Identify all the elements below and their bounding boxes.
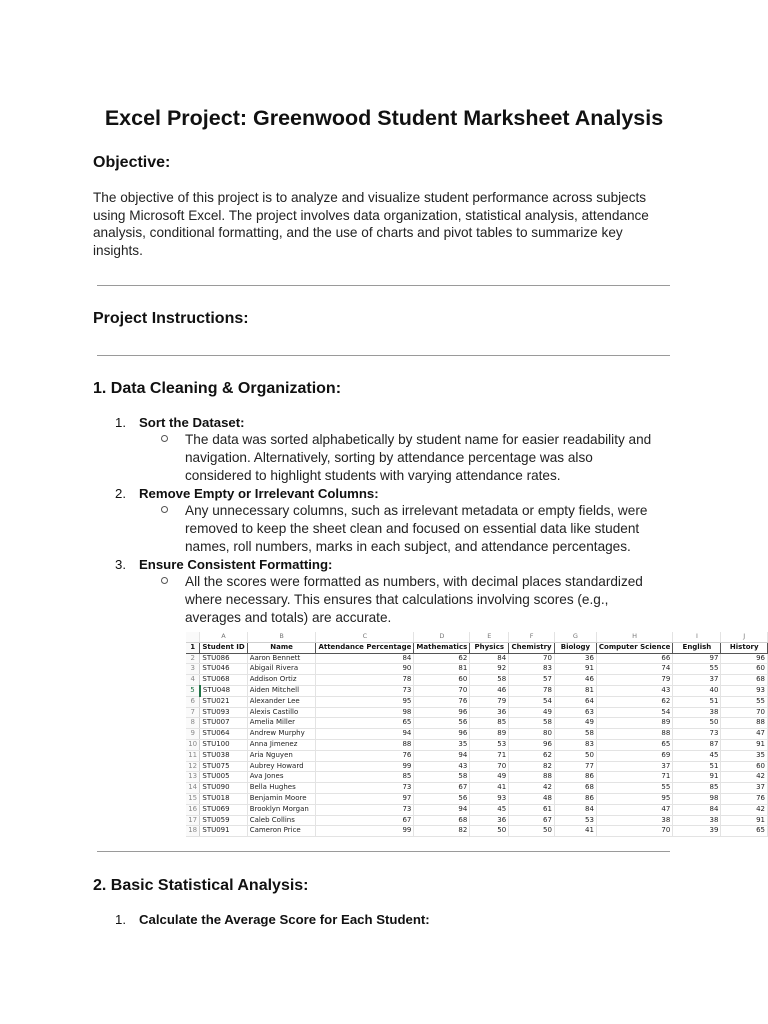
list-label: Calculate the Average Score for Each Student: (139, 912, 430, 927)
score-cell: 85 (470, 718, 509, 729)
row-number: 12 (186, 761, 200, 772)
list-item-remove-columns (115, 486, 379, 501)
score-cell: 50 (509, 826, 555, 837)
objective-line: using Microsoft Excel. The project involves data organization, statistical analysis, attendance (93, 207, 649, 223)
score-cell: 43 (414, 761, 470, 772)
score-cell: 89 (470, 729, 509, 740)
score-cell: 77 (554, 761, 596, 772)
score-cell: 84 (316, 653, 414, 664)
score-cell: 46 (554, 675, 596, 686)
row-number: 13 (186, 772, 200, 783)
score-cell: 68 (721, 675, 768, 686)
score-cell: 88 (596, 729, 672, 740)
student-id-cell: STU086 (200, 653, 247, 664)
student-name-cell: Cameron Price (247, 826, 316, 837)
score-cell: 73 (316, 685, 414, 696)
score-cell: 78 (316, 675, 414, 686)
score-cell: 80 (509, 729, 555, 740)
score-cell: 47 (721, 729, 768, 740)
score-cell: 90 (316, 664, 414, 675)
score-cell: 40 (673, 685, 721, 696)
score-cell: 43 (596, 685, 672, 696)
hollow-bullet-icon (161, 577, 168, 584)
student-id-cell: STU093 (200, 707, 247, 718)
score-cell: 35 (721, 750, 768, 761)
bullet-line: removed to keep the sheet clean and focused on essential data like student (185, 520, 640, 536)
list-label: Remove Empty or Irrelevant Columns: (139, 486, 379, 501)
header-cell: Physics (470, 642, 509, 653)
bullet-line: navigation. Alternatively, sorting by attendance percentage was also (185, 449, 593, 465)
student-name-cell: Aria Nguyen (247, 750, 316, 761)
section2-heading: 2. Basic Statistical Analysis: (93, 877, 309, 894)
score-cell: 73 (673, 729, 721, 740)
score-cell: 91 (721, 739, 768, 750)
score-cell: 85 (673, 783, 721, 794)
score-cell: 81 (414, 664, 470, 675)
row-number: 3 (186, 664, 200, 675)
header-cell: Student ID (200, 642, 247, 653)
column-letter: C (316, 632, 414, 642)
column-letter: A (200, 632, 247, 642)
score-cell: 73 (316, 783, 414, 794)
score-cell: 39 (673, 826, 721, 837)
score-cell: 94 (316, 729, 414, 740)
score-cell: 65 (596, 739, 672, 750)
list-number: 1. (115, 912, 126, 927)
column-letter: I (673, 632, 721, 642)
score-cell: 70 (596, 826, 672, 837)
row-number: 15 (186, 793, 200, 804)
header-cell: Name (247, 642, 316, 653)
header-cell: Biology (554, 642, 596, 653)
student-name-cell: Addison Ortiz (247, 675, 316, 686)
score-cell: 82 (414, 826, 470, 837)
table-row (186, 653, 768, 664)
score-cell: 93 (470, 793, 509, 804)
score-cell: 42 (721, 772, 768, 783)
objective-line: insights. (93, 242, 143, 258)
table-row (186, 664, 768, 675)
student-id-cell: STU046 (200, 664, 247, 675)
header-cell: English (673, 642, 721, 653)
objective-heading: Objective: (93, 154, 171, 171)
student-name-cell: Bella Hughes (247, 783, 316, 794)
score-cell: 53 (554, 815, 596, 826)
header-cell: Mathematics (414, 642, 470, 653)
score-cell: 91 (554, 664, 596, 675)
horizontal-divider (97, 355, 670, 356)
column-letter: E (470, 632, 509, 642)
student-name-cell: Aaron Bennett (247, 653, 316, 664)
student-name-cell: Andrew Murphy (247, 729, 316, 740)
score-cell: 74 (596, 664, 672, 675)
table-row (186, 793, 768, 804)
section1-heading: 1. Data Cleaning & Organization: (93, 380, 342, 397)
row-number: 11 (186, 750, 200, 761)
row-number: 7 (186, 707, 200, 718)
score-cell: 55 (673, 664, 721, 675)
score-cell: 51 (673, 696, 721, 707)
bullet-line: The data was sorted alphabetically by student name for easier readability and (185, 432, 652, 447)
score-cell: 67 (414, 783, 470, 794)
student-id-cell: STU068 (200, 675, 247, 686)
score-cell: 50 (470, 826, 509, 837)
score-cell: 47 (596, 804, 672, 815)
table-row (186, 739, 768, 750)
table-row (186, 815, 768, 826)
column-letter: J (721, 632, 768, 642)
score-cell: 94 (414, 750, 470, 761)
score-cell: 54 (596, 707, 672, 718)
header-row (186, 642, 768, 653)
score-cell: 97 (673, 653, 721, 664)
score-cell: 64 (554, 696, 596, 707)
score-cell: 70 (414, 685, 470, 696)
student-id-cell: STU021 (200, 696, 247, 707)
student-id-cell: STU091 (200, 826, 247, 837)
objective-line: The objective of this project is to analyze and visualize student performance across subjects (93, 190, 647, 205)
score-cell: 60 (721, 664, 768, 675)
score-cell: 71 (596, 772, 672, 783)
score-cell: 37 (596, 761, 672, 772)
score-cell: 96 (414, 729, 470, 740)
list-label: Sort the Dataset: (139, 415, 245, 430)
score-cell: 67 (509, 815, 555, 826)
student-name-cell: Aiden Mitchell (247, 685, 316, 696)
score-cell: 76 (316, 750, 414, 761)
student-name-cell: Alexis Castillo (247, 707, 316, 718)
student-name-cell: Brooklyn Morgan (247, 804, 316, 815)
header-cell: Attendance Percentage (316, 642, 414, 653)
score-cell: 88 (721, 718, 768, 729)
bullet-line: names, roll numbers, marks in each subject, and attendance percentages. (185, 538, 631, 554)
score-cell: 58 (554, 729, 596, 740)
score-cell: 49 (470, 772, 509, 783)
score-cell: 85 (316, 772, 414, 783)
table-row (186, 707, 768, 718)
score-cell: 70 (470, 761, 509, 772)
header-cell: Chemistry (509, 642, 555, 653)
table-row (186, 772, 768, 783)
score-cell: 57 (509, 675, 555, 686)
student-id-cell: STU007 (200, 718, 247, 729)
row-number: 9 (186, 729, 200, 740)
score-cell: 99 (316, 826, 414, 837)
score-cell: 38 (673, 707, 721, 718)
document-title: Excel Project: Greenwood Student Marksheet Analysis (104, 106, 664, 130)
score-cell: 68 (554, 783, 596, 794)
score-cell: 97 (316, 793, 414, 804)
student-id-cell: STU048 (200, 685, 247, 696)
column-letter: B (247, 632, 316, 642)
score-cell: 56 (414, 718, 470, 729)
score-cell: 84 (673, 804, 721, 815)
table-row (186, 729, 768, 740)
score-cell: 36 (470, 707, 509, 718)
list-item-consistent-formatting (115, 557, 332, 572)
score-cell: 93 (721, 685, 768, 696)
score-cell: 65 (316, 718, 414, 729)
score-cell: 49 (554, 718, 596, 729)
score-cell: 41 (470, 783, 509, 794)
score-cell: 65 (721, 826, 768, 837)
score-cell: 96 (509, 739, 555, 750)
hollow-bullet-icon (161, 506, 168, 513)
student-name-cell: Benjamin Moore (247, 793, 316, 804)
row-number: 1 (186, 642, 200, 653)
score-cell: 76 (414, 696, 470, 707)
score-cell: 88 (316, 739, 414, 750)
student-id-cell: STU100 (200, 739, 247, 750)
header-cell: Computer Science (596, 642, 672, 653)
row-number: 2 (186, 653, 200, 664)
score-cell: 63 (554, 707, 596, 718)
score-cell: 95 (316, 696, 414, 707)
horizontal-divider (97, 285, 670, 286)
table-row (186, 696, 768, 707)
table-row (186, 675, 768, 686)
student-name-cell: Amelia Miller (247, 718, 316, 729)
student-id-cell: STU038 (200, 750, 247, 761)
bullet-line: All the scores were formatted as numbers, with decimal places standardized (185, 574, 643, 589)
list-item-sort-dataset (115, 415, 245, 430)
score-cell: 99 (316, 761, 414, 772)
corner-cell (186, 632, 200, 642)
row-number: 4 (186, 675, 200, 686)
list-number: 3. (115, 557, 126, 572)
score-cell: 96 (414, 707, 470, 718)
score-cell: 87 (673, 739, 721, 750)
score-cell: 96 (721, 653, 768, 664)
table-row (186, 783, 768, 794)
list-label: Ensure Consistent Formatting: (139, 557, 333, 572)
score-cell: 38 (673, 815, 721, 826)
score-cell: 92 (470, 664, 509, 675)
table-row (186, 826, 768, 837)
column-letter: H (596, 632, 672, 642)
score-cell: 86 (554, 772, 596, 783)
hollow-bullet-icon (161, 435, 168, 442)
score-cell: 42 (721, 804, 768, 815)
student-name-cell: Ava Jones (247, 772, 316, 783)
score-cell: 36 (470, 815, 509, 826)
score-cell: 94 (414, 804, 470, 815)
header-cell: History (721, 642, 768, 653)
objective-line: analysis, conditional formatting, and the use of charts and pivot tables to summarize key (93, 225, 623, 241)
score-cell: 49 (509, 707, 555, 718)
row-number: 5 (186, 685, 200, 696)
score-cell: 53 (470, 739, 509, 750)
score-cell: 84 (554, 804, 596, 815)
score-cell: 83 (554, 739, 596, 750)
score-cell: 51 (673, 761, 721, 772)
score-cell: 67 (316, 815, 414, 826)
student-name-cell: Abigail Rivera (247, 664, 316, 675)
score-cell: 37 (721, 783, 768, 794)
score-cell: 78 (509, 685, 555, 696)
student-name-cell: Caleb Collins (247, 815, 316, 826)
score-cell: 69 (596, 750, 672, 761)
objective-paragraph (93, 189, 683, 259)
score-cell: 50 (554, 750, 596, 761)
score-cell: 70 (509, 653, 555, 664)
score-cell: 81 (554, 685, 596, 696)
score-cell: 58 (414, 772, 470, 783)
score-cell: 60 (414, 675, 470, 686)
score-cell: 73 (316, 804, 414, 815)
score-cell: 56 (414, 793, 470, 804)
score-cell: 61 (509, 804, 555, 815)
score-cell: 70 (721, 707, 768, 718)
score-cell: 45 (673, 750, 721, 761)
score-cell: 62 (509, 750, 555, 761)
score-cell: 66 (596, 653, 672, 664)
bullet-consistent-formatting (161, 573, 681, 626)
list-number: 2. (115, 486, 126, 501)
score-cell: 38 (596, 815, 672, 826)
score-cell: 55 (721, 696, 768, 707)
score-cell: 45 (470, 804, 509, 815)
score-cell: 91 (673, 772, 721, 783)
score-cell: 46 (470, 685, 509, 696)
score-cell: 89 (596, 718, 672, 729)
score-cell: 36 (554, 653, 596, 664)
score-cell: 55 (596, 783, 672, 794)
spreadsheet-screenshot (186, 632, 768, 835)
row-number: 8 (186, 718, 200, 729)
score-cell: 41 (554, 826, 596, 837)
table-row (186, 750, 768, 761)
score-cell: 62 (596, 696, 672, 707)
student-id-cell: STU064 (200, 729, 247, 740)
row-number: 6 (186, 696, 200, 707)
score-cell: 79 (596, 675, 672, 686)
bullet-line: averages and totals) are accurate. (185, 609, 392, 625)
score-cell: 50 (673, 718, 721, 729)
bullet-remove-columns (161, 502, 681, 555)
list-number: 1. (115, 415, 126, 430)
student-id-cell: STU069 (200, 804, 247, 815)
row-number: 16 (186, 804, 200, 815)
score-cell: 62 (414, 653, 470, 664)
student-name-cell: Anna Jimenez (247, 739, 316, 750)
table-row (186, 804, 768, 815)
student-id-cell: STU005 (200, 772, 247, 783)
instructions-heading: Project Instructions: (93, 310, 249, 327)
table-row (186, 761, 768, 772)
score-cell: 91 (721, 815, 768, 826)
score-cell: 35 (414, 739, 470, 750)
row-number: 17 (186, 815, 200, 826)
table-row (186, 718, 768, 729)
score-cell: 95 (596, 793, 672, 804)
column-letter-row (186, 632, 768, 642)
column-letter: G (554, 632, 596, 642)
score-cell: 71 (470, 750, 509, 761)
student-name-cell: Aubrey Howard (247, 761, 316, 772)
score-cell: 98 (316, 707, 414, 718)
row-number: 10 (186, 739, 200, 750)
student-id-cell: STU075 (200, 761, 247, 772)
column-letter: F (509, 632, 555, 642)
score-cell: 60 (721, 761, 768, 772)
score-cell: 82 (509, 761, 555, 772)
row-number: 14 (186, 783, 200, 794)
student-name-cell: Alexander Lee (247, 696, 316, 707)
score-cell: 79 (470, 696, 509, 707)
score-cell: 58 (470, 675, 509, 686)
bullet-line: considered to highlight students with varying attendance rates. (185, 467, 561, 483)
marksheet-table (186, 632, 768, 837)
score-cell: 68 (414, 815, 470, 826)
score-cell: 42 (509, 783, 555, 794)
list-item-average-score (115, 912, 430, 927)
column-letter: D (414, 632, 470, 642)
score-cell: 98 (673, 793, 721, 804)
table-body (186, 653, 768, 837)
score-cell: 76 (721, 793, 768, 804)
student-id-cell: STU090 (200, 783, 247, 794)
score-cell: 86 (554, 793, 596, 804)
bullet-sort-dataset (161, 431, 681, 484)
score-cell: 48 (509, 793, 555, 804)
score-cell: 83 (509, 664, 555, 675)
student-id-cell: STU018 (200, 793, 247, 804)
horizontal-divider (97, 851, 670, 852)
bullet-line: where necessary. This ensures that calculations involving scores (e.g., (185, 591, 609, 607)
table-row (186, 685, 768, 696)
bullet-line: Any unnecessary columns, such as irrelevant metadata or empty fields, were (185, 503, 648, 518)
row-number: 18 (186, 826, 200, 837)
score-cell: 37 (673, 675, 721, 686)
score-cell: 88 (509, 772, 555, 783)
score-cell: 54 (509, 696, 555, 707)
score-cell: 84 (470, 653, 509, 664)
student-id-cell: STU059 (200, 815, 247, 826)
score-cell: 58 (509, 718, 555, 729)
